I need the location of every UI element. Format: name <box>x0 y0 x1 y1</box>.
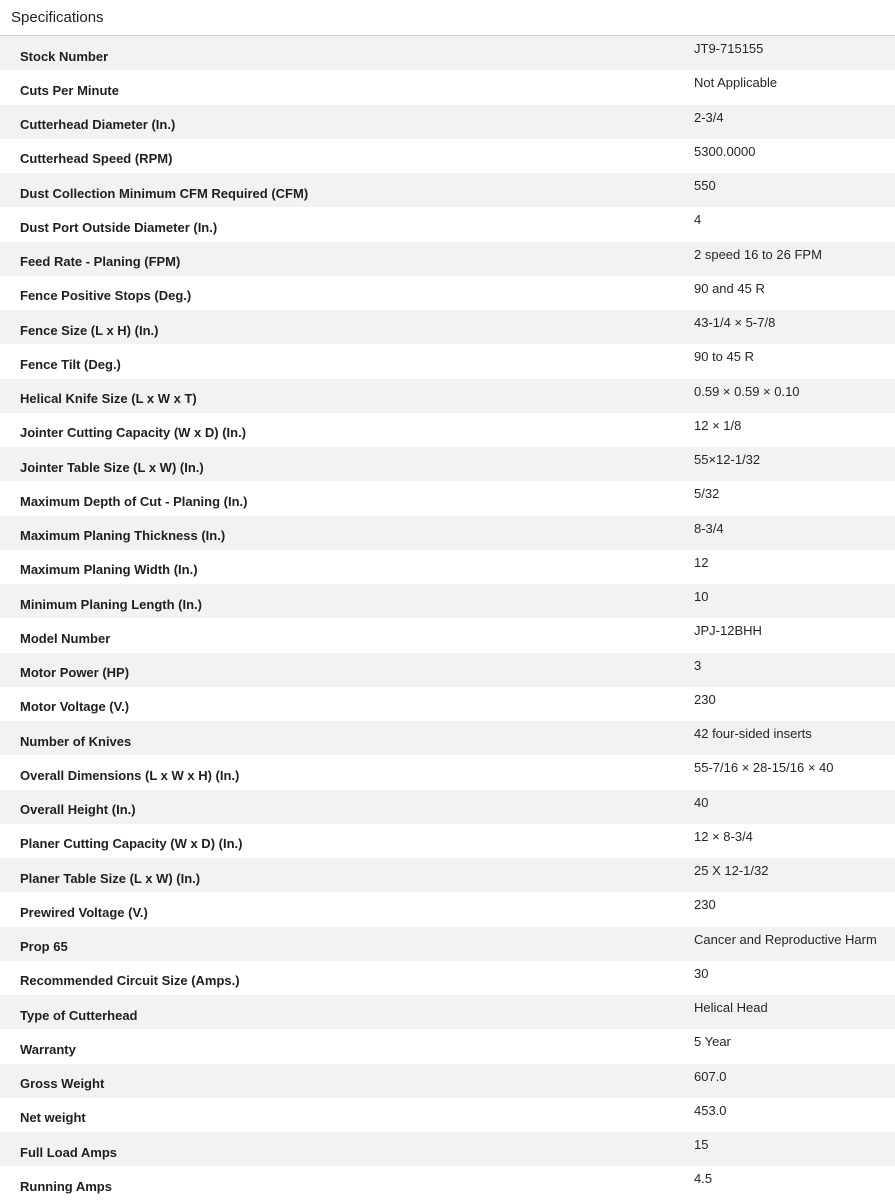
spec-label: Motor Voltage (V.) <box>20 699 130 715</box>
spec-value: 12 × 1/8 <box>694 417 742 433</box>
spec-label: Planer Cutting Capacity (W x D) (In.) <box>20 836 243 852</box>
spec-row <box>0 892 895 926</box>
spec-label: Maximum Planing Thickness (In.) <box>20 528 226 544</box>
spec-row <box>0 721 895 755</box>
spec-row <box>0 276 895 310</box>
spec-value: 4.5 <box>694 1171 713 1187</box>
spec-row <box>0 36 895 70</box>
spec-value: Helical Head <box>694 1000 768 1015</box>
spec-value: 43-1/4 × 5-7/8 <box>694 315 776 330</box>
spec-value: JPJ-12BHH <box>694 623 762 639</box>
spec-value: Not Applicable <box>694 75 778 91</box>
spec-row <box>0 516 895 550</box>
spec-label: Prop 65 <box>20 939 68 955</box>
spec-value: 2-3/4 <box>694 109 724 125</box>
spec-row <box>0 824 895 858</box>
spec-value: 12 <box>694 554 709 570</box>
spec-value: 607.0 <box>694 1068 727 1084</box>
spec-value: 453.0 <box>694 1102 727 1118</box>
spec-label: Jointer Table Size (L x W) (In.) <box>20 459 204 475</box>
spec-label: Cutterhead Speed (RPM) <box>20 151 173 167</box>
spec-row <box>0 447 895 481</box>
spec-row <box>0 310 895 344</box>
spec-label: Fence Positive Stops (Deg.) <box>20 288 192 304</box>
spec-row <box>0 961 895 995</box>
spec-row <box>0 139 895 173</box>
spec-row <box>0 70 895 104</box>
spec-value: 5300.0000 <box>694 143 756 159</box>
spec-row <box>0 105 895 139</box>
spec-row <box>0 653 895 687</box>
spec-row <box>0 481 895 515</box>
spec-row <box>0 344 895 378</box>
spec-label: Maximum Planing Width (In.) <box>20 562 198 578</box>
spec-value: 90 to 45 R <box>694 349 754 365</box>
spec-row <box>0 242 895 276</box>
spec-value: 5 Year <box>694 1034 731 1050</box>
spec-label: Model Number <box>20 630 111 646</box>
spec-value: 3 <box>694 657 702 673</box>
spec-label: Prewired Voltage (V.) <box>20 904 148 920</box>
spec-label: Fence Size (L x H) (In.) <box>20 322 159 338</box>
spec-row <box>0 584 895 618</box>
spec-row <box>0 413 895 447</box>
spec-row <box>0 790 895 824</box>
spec-value: 4 <box>694 212 702 228</box>
spec-label: Motor Power (HP) <box>20 665 130 681</box>
spec-value: 10 <box>694 589 709 604</box>
spec-value: JT9-715155 <box>694 41 764 56</box>
spec-value: 55-7/16 × 28-15/16 × 40 <box>694 760 834 776</box>
spec-row <box>0 1064 895 1098</box>
spec-value: 42 four-sided inserts <box>694 726 812 741</box>
spec-value: 55×12-1/32 <box>694 452 761 467</box>
spec-value: 230 <box>694 897 716 913</box>
spec-label: Full Load Amps <box>20 1144 118 1160</box>
spec-label: Feed Rate - Planing (FPM) <box>20 254 181 270</box>
spec-label: Overall Height (In.) <box>20 802 136 818</box>
spec-label: Cutterhead Diameter (In.) <box>20 117 176 133</box>
spec-label: Minimum Planing Length (In.) <box>20 596 202 612</box>
spec-value: 550 <box>694 178 716 193</box>
spec-label: Overall Dimensions (L x W x H) (In.) <box>20 767 240 783</box>
spec-value: 2 speed 16 to 26 FPM <box>694 246 822 262</box>
spec-value: 40 <box>694 794 709 810</box>
spec-row <box>0 207 895 241</box>
spec-value: 90 and 45 R <box>694 280 765 296</box>
spec-value: Cancer and Reproductive Harm <box>694 931 877 947</box>
spec-label: Stock Number <box>20 48 109 64</box>
spec-row <box>0 927 895 961</box>
spec-row <box>0 1098 895 1132</box>
spec-label: Cuts Per Minute <box>20 82 119 98</box>
spec-row <box>0 618 895 652</box>
spec-value: 0.59 × 0.59 × 0.10 <box>694 383 800 399</box>
spec-label: Dust Port Outside Diameter (In.) <box>20 219 218 235</box>
spec-row <box>0 1132 895 1166</box>
spec-label: Type of Cutterhead <box>20 1007 138 1023</box>
spec-value: 25 X 12-1/32 <box>694 863 769 878</box>
spec-value: 230 <box>694 691 716 707</box>
specifications-table-body <box>0 36 895 1201</box>
spec-row <box>0 995 895 1029</box>
spec-row <box>0 858 895 892</box>
spec-row <box>0 173 895 207</box>
spec-label: Dust Collection Minimum CFM Required (CFM) <box>20 185 309 201</box>
specifications-heading: Specifications <box>0 0 895 36</box>
specifications-table <box>0 36 895 1201</box>
spec-row <box>0 1029 895 1063</box>
spec-value: 5/32 <box>694 486 720 502</box>
spec-label: Fence Tilt (Deg.) <box>20 356 121 372</box>
spec-row <box>0 755 895 789</box>
spec-row <box>0 687 895 721</box>
spec-value: 12 × 8-3/4 <box>694 828 753 844</box>
spec-label: Warranty <box>20 1041 76 1057</box>
spec-row <box>0 550 895 584</box>
spec-label: Planer Table Size (L x W) (In.) <box>20 870 201 886</box>
spec-label: Jointer Cutting Capacity (W x D) (In.) <box>20 425 247 441</box>
spec-value: 30 <box>694 965 709 981</box>
spec-row <box>0 1166 895 1200</box>
spec-value: 8-3/4 <box>694 520 724 536</box>
spec-label: Maximum Depth of Cut - Planing (In.) <box>20 493 248 509</box>
spec-label: Helical Knife Size (L x W x T) <box>20 391 197 407</box>
spec-row <box>0 379 895 413</box>
spec-label: Number of Knives <box>20 733 132 749</box>
spec-label: Recommended Circuit Size (Amps.) <box>20 973 240 989</box>
spec-value: 15 <box>694 1137 709 1152</box>
spec-label: Net weight <box>20 1110 86 1126</box>
spec-label: Gross Weight <box>20 1076 105 1092</box>
spec-label: Running Amps <box>20 1178 112 1194</box>
